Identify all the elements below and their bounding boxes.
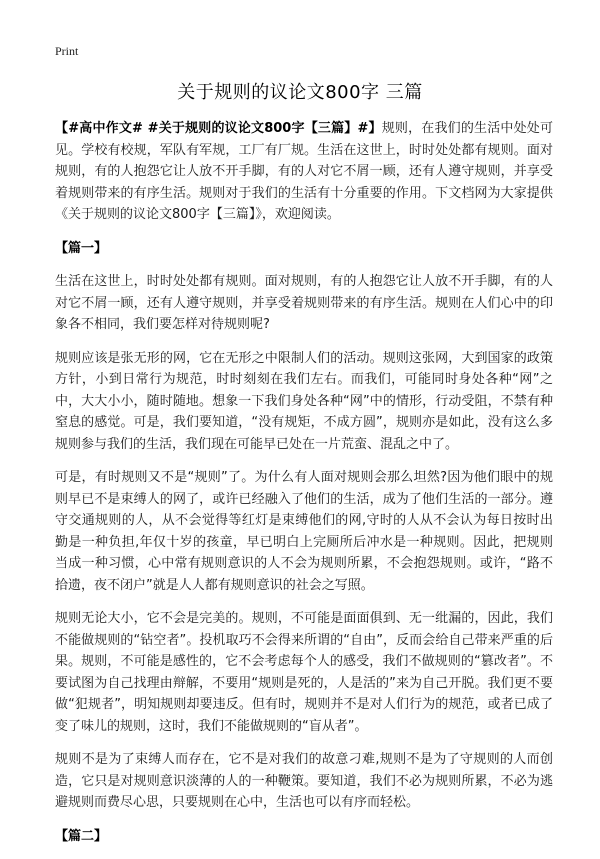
intro-tag: 【#高中作文# #关于规则的议论文800字【三篇】#】 [55,121,382,136]
section1-paragraph-2: 规则应该是张无形的网，它在无形之中限制人们的活动。规则这张网，大到国家的政策方针，小到日常行为规范，时时刻刻在我们左右。而我们，可能同时身处各种“网”之中，大大小小，随时随地。想象一下我们身处各种“网”中的情形，行动受阻，不禁有种窒息的感觉。可是，我们要知道，“没有规矩，不成方圆”，规则亦是如此，没有这么多规则参与我们的生活，我们现在可能早已处在一片荒蛮、混乱之中了。 [55,350,553,452]
section1-paragraph-5: 规则不是为了束缚人而存在，它不是对我们的故意刁难,规则不是为了守规则的人而创造，它只是对规则意识淡薄的人的一种鞭策。要知道，我们不必为规则所累，不必为逃避规则而费尽心思，只要规则在心中，生活也可以有序而轻松。 [55,752,553,810]
document-body [55,118,553,859]
section1-paragraph-1: 生活在这世上，时时处处都有规则。面对规则，有的人抱怨它让人放不开手脚，有的人对它不屑一顾，还有人遵守规则，并享受着规则带来的有序生活。规则在人们心中的印象各不相同，我们要怎样对待规则呢? [55,274,553,332]
document-title: 关于规则的议论文800字 三篇 [177,82,423,103]
section1-paragraph-4: 规则无论大小，它不会是完美的。规则，不可能是面面俱到、无一纰漏的，因此，我们不能做规则的“钻空者”。投机取巧不会得来所谓的“自由”，反而会给自己带来严重的后果。规则，不可能是感性的，它不会考虑每个人的感受，我们不做规则的“篡改者”。不要试图为自己找理由辩解，不要用“规则是死的，人是活的”来为自己开脱。我们更不要做“犯规者”，明知规则却要违反。但有时，规则并不是对人们行为的规范，或者已成了变了味儿的规则，这时，我们不能做规则的“盲从者”。 [55,611,553,734]
section-heading-1: 【篇一】 [55,240,108,256]
section-heading-2: 【篇二】 [55,828,108,844]
print-label: Print [55,44,79,58]
section1-paragraph-3: 可是，有时规则又不是“规则”了。为什么有人面对规则会那么坦然?因为他们眼中的规则早已不是束缚人的网了，或许已经融入了他们的生活，成为了他们生活的一部分。遵守交通规则的人，从不会觉得等红灯是束缚他们的网,守时的人从不会认为每日按时出勤是一种负担,年仅十岁的孩童，早已明白上完厕所后冲水是一种规则。因此，把规则当成一种习惯，心中常有规则意识的人不会为规则所累，不会抱怨规则。或许，“路不拾遗，夜不闭户”就是人人都有规则意识的社会之写照。 [55,470,553,593]
intro-paragraph [55,118,553,226]
intro-text: 规则，在我们的生活中处处可见。学校有校规，军队有军规，工厂有厂规。生活在这世上，时时处处都有规则。面对规则，有的人抱怨它让人放不开手脚，有的人对它不屑一顾，还有人遵守规则，并享受着规则带来的有序生活。规则对于我们的生活有十分重要的作用。下文档网为大家提供《关于规则的议论文800字【三篇】》，欢迎阅读。 [55,121,553,222]
